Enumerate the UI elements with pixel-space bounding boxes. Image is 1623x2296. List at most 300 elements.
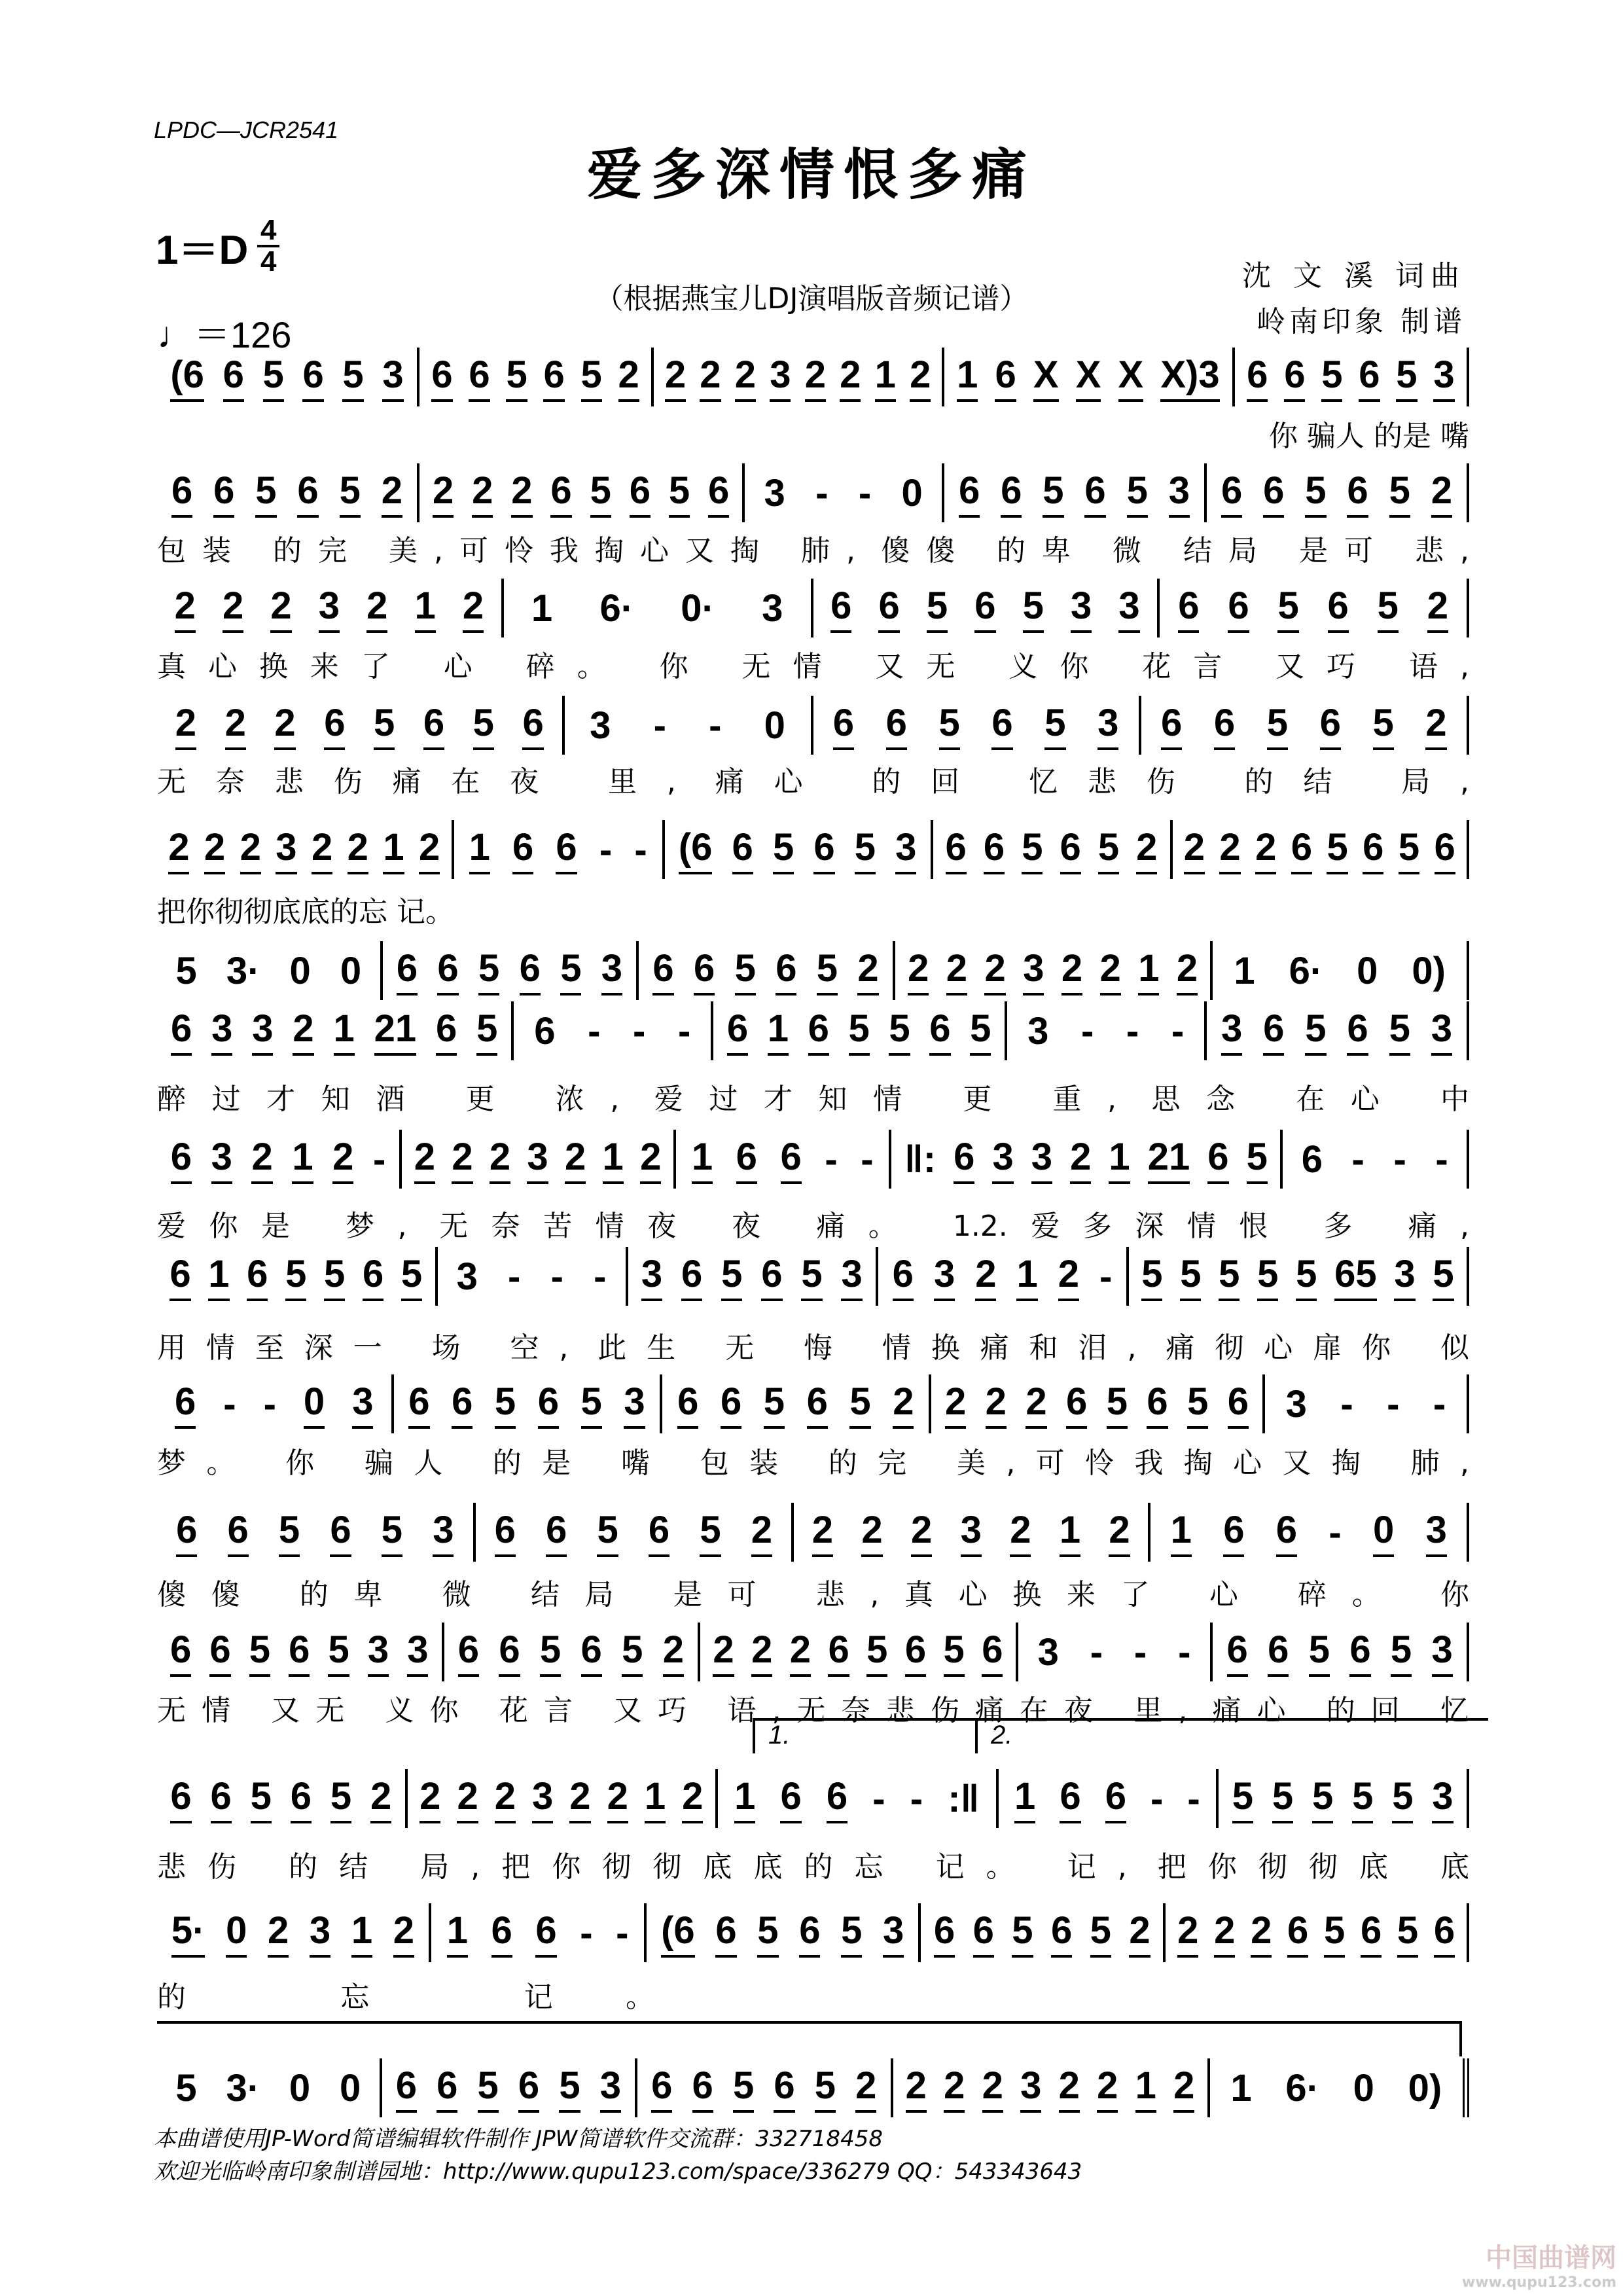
measure	[813, 696, 1141, 755]
note: 2	[663, 1628, 684, 1677]
note: 2	[495, 1774, 516, 1823]
note: 6	[1060, 1774, 1080, 1823]
note: 2	[366, 584, 387, 633]
note: 5	[1272, 1774, 1293, 1823]
staff-system	[157, 696, 1469, 755]
measure	[438, 1247, 628, 1306]
note: 1	[603, 1135, 624, 1184]
note: 6	[946, 825, 967, 874]
note: 6	[808, 1007, 829, 1056]
time-top: 4	[260, 214, 277, 246]
note: 6	[1263, 1007, 1284, 1056]
note: 6	[1223, 1508, 1244, 1557]
measure	[676, 1130, 891, 1189]
note: 2	[1097, 2064, 1118, 2113]
note: -	[508, 1255, 521, 1298]
note: 2	[861, 1508, 882, 1557]
note: 0·	[681, 586, 715, 630]
note: 5	[1433, 1252, 1454, 1301]
note: 6	[535, 1909, 556, 1958]
tempo-marking: ♩＝126	[157, 314, 292, 355]
measure	[1283, 1130, 1469, 1189]
note: 6	[289, 1628, 310, 1677]
note: 5	[560, 946, 581, 996]
measure	[944, 463, 1207, 522]
lyric-line: 梦。 你 骗人 的是 嘴 包装 的完 美,可怜我掏心又掏 肺,	[157, 1446, 1469, 1480]
note: 5	[970, 1007, 991, 1056]
note: 3	[934, 1252, 955, 1301]
note: 0	[1373, 1508, 1394, 1557]
note: 2	[223, 584, 243, 633]
note: 2	[1026, 1380, 1046, 1429]
note: 3	[211, 1135, 232, 1184]
note: 5	[815, 2064, 836, 2113]
note: 6	[649, 1508, 669, 1557]
note: 6	[211, 1774, 232, 1823]
staff-system	[157, 1623, 1469, 1681]
staff-system	[157, 1001, 1469, 1060]
measure	[1173, 820, 1470, 879]
note: -	[1340, 1382, 1353, 1426]
note: 21	[374, 1007, 417, 1056]
measure	[1129, 1247, 1469, 1306]
note: 0	[764, 704, 785, 747]
measure	[794, 1503, 1150, 1562]
note: 6	[715, 1909, 736, 1958]
note: 3	[1431, 1007, 1452, 1056]
note: -	[872, 1777, 885, 1820]
note: 6	[170, 1628, 191, 1677]
note: 6	[1347, 1007, 1368, 1056]
note: -	[709, 704, 722, 747]
note: 6	[727, 1007, 748, 1056]
note: 3	[1432, 1774, 1453, 1823]
note: 6	[469, 353, 490, 402]
note: 2	[293, 1007, 313, 1056]
note: 6	[1328, 584, 1349, 633]
note: 1	[768, 1007, 789, 1056]
measure	[157, 1374, 394, 1433]
note: (6	[679, 825, 713, 874]
note: 3	[1426, 1508, 1447, 1557]
note: 5	[944, 1628, 965, 1677]
measure	[419, 463, 745, 522]
note: 6	[982, 1628, 1003, 1677]
note: 3	[762, 586, 783, 630]
note: 6	[1434, 1909, 1455, 1958]
note: 6	[297, 469, 318, 518]
note: 2	[713, 1628, 734, 1677]
note: 5	[1127, 469, 1148, 518]
note: 5	[939, 701, 960, 750]
note: 6	[431, 353, 452, 402]
note: 6	[995, 353, 1016, 402]
note: X	[1118, 353, 1144, 402]
measure	[157, 579, 504, 637]
note: -	[616, 1911, 629, 1954]
note: 5	[1305, 1007, 1326, 1056]
note: 3	[992, 1135, 1013, 1184]
note: 6	[1276, 1508, 1297, 1557]
note: 5	[1232, 1774, 1253, 1823]
note: 5	[285, 1252, 306, 1301]
note: 6	[175, 1380, 196, 1429]
measure	[893, 2058, 1210, 2117]
note: 6	[452, 1380, 473, 1429]
note: 2	[175, 701, 196, 750]
note: 6	[1084, 469, 1105, 518]
note: 5	[773, 825, 794, 874]
measure	[1141, 696, 1469, 755]
note: 2	[1129, 1909, 1150, 1958]
note: 2	[805, 353, 826, 402]
note: 6	[677, 1380, 698, 1429]
note: 2	[457, 1774, 478, 1823]
note: 6·	[1285, 2066, 1319, 2109]
note: 2	[945, 1380, 966, 1429]
note: 5	[476, 1007, 497, 1056]
note: 6	[1228, 1380, 1249, 1429]
note: 2	[1255, 825, 1276, 874]
note: 2	[1059, 2064, 1080, 2113]
measure	[157, 1769, 408, 1828]
measure	[1018, 1623, 1213, 1681]
note: 5	[1378, 584, 1399, 633]
note: 6	[209, 1628, 230, 1677]
note: 6	[330, 1508, 351, 1557]
note: -	[910, 1777, 923, 1820]
note: 2	[857, 946, 878, 996]
footer-line-1: 本曲谱使用JP-Word简谱编辑软件制作 JPW简谱软件交流群：332718458	[154, 2126, 883, 2152]
watermark-url: www.qupu123.com	[1461, 2274, 1616, 2291]
note: 2	[240, 825, 261, 874]
staff-system	[157, 1130, 1469, 1189]
note: 6	[1228, 584, 1249, 633]
note: 6	[1207, 1135, 1228, 1184]
note: 1	[645, 1774, 666, 1823]
note: 6·	[599, 586, 634, 630]
note: 5	[1392, 1774, 1413, 1823]
note: 2	[1427, 584, 1448, 633]
measure	[895, 941, 1213, 1000]
note: 6	[761, 1252, 782, 1301]
note: 2	[840, 353, 861, 402]
note: 6	[499, 1628, 520, 1677]
note: 2	[1173, 2064, 1194, 2113]
note: -	[1171, 1009, 1185, 1052]
measure	[1207, 463, 1469, 522]
note: 6·	[1289, 949, 1323, 992]
lyric-line: 包装 的完 美,可怜我掏心又掏 肺, 傻傻 的卑 微 结局 是可 悲,	[157, 534, 1469, 567]
note: 5	[1012, 1909, 1033, 1958]
subtitle: （根据燕宝儿DJ演唱版音频记谱）	[594, 282, 1029, 315]
note: 6	[543, 353, 564, 402]
note: 3	[456, 1255, 478, 1298]
note: 6	[423, 701, 444, 750]
note: 2	[274, 701, 295, 750]
measure	[419, 348, 654, 406]
note: 5	[1044, 701, 1065, 750]
note: 2	[490, 1135, 510, 1184]
staff-system	[157, 1503, 1469, 1562]
note: 6	[681, 1252, 702, 1301]
note: 6	[546, 1508, 567, 1557]
note: -	[1329, 1511, 1342, 1554]
note: 5	[1396, 353, 1417, 402]
measure	[454, 820, 665, 879]
watermark-name: 中国曲谱网	[1486, 2243, 1616, 2273]
note: 2	[1177, 946, 1198, 996]
note: 2	[908, 946, 929, 996]
note: 3	[368, 1628, 389, 1677]
note: 5	[249, 1628, 270, 1677]
note: 2	[682, 1774, 703, 1823]
note: 3	[276, 825, 296, 874]
note: 2	[982, 2064, 1003, 2113]
measure	[654, 348, 944, 406]
watermark-logo	[1462, 2237, 1616, 2291]
measure	[444, 1623, 701, 1681]
note: 2	[1214, 1909, 1235, 1958]
note: 3	[1037, 1630, 1059, 1674]
measure	[745, 463, 944, 522]
staff-system	[157, 941, 1469, 1000]
lyric-line: 无奈悲伤痛在夜 里, 痛心 的回 忆悲伤 的结 局,	[157, 765, 1469, 798]
note: ‖:	[904, 1138, 936, 1181]
song-title: 爱多深情恨多痛	[586, 142, 1036, 207]
note: 2	[812, 1508, 833, 1557]
lyric-line: 傻傻 的卑 微 结局 是可 悲,真心换来了 心 碎。 你	[157, 1578, 1469, 1611]
note: 5	[1257, 1252, 1278, 1301]
note: 3	[211, 1007, 232, 1056]
note: -	[550, 1255, 563, 1298]
note: 5	[590, 469, 611, 518]
note: 2	[906, 2064, 927, 2113]
note: 6	[397, 946, 418, 996]
note: 5	[324, 1252, 345, 1301]
note: 6	[534, 1009, 556, 1052]
note: 5	[721, 1252, 742, 1301]
note: 5	[1090, 1909, 1111, 1958]
note: 2	[1109, 1508, 1130, 1557]
note: 6	[363, 1252, 383, 1301]
note: 5·	[171, 1909, 205, 1958]
measure	[891, 1130, 1283, 1189]
key-label: 1＝D	[156, 227, 249, 273]
note: 2	[911, 1508, 932, 1557]
note: 2	[984, 946, 1005, 996]
note: 2	[472, 469, 493, 518]
note: -	[1080, 1009, 1094, 1052]
score-code: LPDC—JCR2541	[154, 117, 339, 143]
note: 5	[279, 1508, 300, 1557]
note: 5	[1267, 701, 1288, 750]
lyric-line: 无情 又无 义你 花言 又巧 语,无奈悲伤痛在夜 里, 痛心 的回 忆	[157, 1694, 1469, 1727]
lyric-line: 的 忘 记。	[157, 1981, 654, 2014]
measure	[157, 1247, 438, 1306]
score-maker-credit: 岭南印象 制谱	[1257, 305, 1466, 338]
note: 3	[1433, 353, 1454, 402]
staff-system	[157, 1374, 1469, 1433]
note: 3	[1118, 584, 1139, 633]
note: 2	[855, 2064, 876, 2113]
lyric-line: 真心换来了 心 碎。 你 无情 又无 义你 花言 又巧 语,	[157, 650, 1469, 683]
note: 6	[929, 1007, 950, 1056]
note: 6	[581, 1628, 602, 1677]
note: 2	[1058, 1252, 1079, 1301]
note: 1	[734, 1774, 755, 1823]
note: 5	[849, 1380, 870, 1429]
note: 3	[252, 1007, 273, 1056]
measure	[1007, 1001, 1207, 1060]
key-signature	[156, 216, 279, 276]
measure	[157, 1001, 514, 1060]
measure	[713, 1001, 1007, 1060]
note: 6	[776, 946, 796, 996]
note: 6	[886, 701, 907, 750]
note: 2	[463, 584, 484, 633]
note: 6	[396, 2064, 417, 2113]
note: 1	[208, 1252, 229, 1301]
note: 6	[905, 1628, 926, 1677]
note: 3	[1221, 1007, 1242, 1056]
note: 5	[374, 701, 395, 750]
time-bottom: 4	[260, 245, 277, 278]
note: 3	[590, 704, 611, 747]
note: (6	[661, 1909, 695, 1958]
note: 5	[1296, 1252, 1317, 1301]
note: 6	[974, 584, 995, 633]
note: 0)	[1408, 2066, 1442, 2109]
note: 5	[1180, 1252, 1201, 1301]
note: 3	[601, 946, 622, 996]
measure	[921, 1903, 1166, 1962]
measure	[382, 2058, 637, 2117]
measure	[157, 2058, 382, 2117]
measure	[1207, 1001, 1469, 1060]
note: 5	[478, 946, 499, 996]
note: -	[1133, 1630, 1147, 1674]
note: 1	[1138, 946, 1159, 996]
note: -	[599, 828, 613, 871]
note: 2	[944, 2064, 965, 2113]
staff-system	[157, 1903, 1469, 1962]
measure	[878, 1247, 1129, 1306]
note: 6	[170, 1774, 191, 1823]
note: 1	[1014, 1774, 1035, 1823]
note: 2	[175, 584, 196, 633]
note: 5	[1321, 353, 1342, 402]
note: 6	[1178, 584, 1199, 633]
measure	[1265, 1374, 1469, 1433]
note: 6	[1221, 469, 1242, 518]
lyric-line: 把你彻彻底底的忘 记。	[157, 895, 454, 929]
note: 6	[833, 701, 854, 750]
measure	[1160, 579, 1469, 637]
lyric-line: 悲伤 的结 局,把你彻彻底底的忘 记。 记, 把你彻彻底 底	[157, 1850, 1469, 1884]
note: 1	[1234, 949, 1255, 992]
note: 3	[961, 1508, 982, 1557]
measure	[157, 1130, 402, 1189]
note: 6	[1320, 701, 1341, 750]
measure	[157, 696, 565, 755]
note: 5	[1219, 1252, 1240, 1301]
note: 3	[895, 825, 916, 874]
note: 3	[641, 1252, 662, 1301]
note: 5	[1141, 1252, 1162, 1301]
note: 6	[694, 946, 715, 996]
note: 6	[556, 825, 577, 874]
note: -	[263, 1382, 276, 1426]
note: 5	[817, 946, 838, 996]
note: 6	[518, 2064, 539, 2113]
note: 5	[735, 946, 756, 996]
measure	[394, 1374, 663, 1433]
note: 6	[1435, 825, 1455, 874]
note: 3·	[226, 2066, 260, 2109]
note: 6	[651, 2064, 672, 2113]
measure	[999, 1769, 1219, 1828]
note: 5	[866, 1628, 887, 1677]
note: 6	[1347, 469, 1368, 518]
note: 5	[1277, 584, 1298, 633]
note: -	[1187, 1777, 1200, 1820]
note: -	[594, 1255, 607, 1298]
note: 2	[393, 1909, 414, 1958]
note: -	[861, 1138, 874, 1181]
note: 1	[957, 353, 978, 402]
note: 2	[665, 353, 686, 402]
staff-system	[157, 820, 1469, 879]
note: 5	[251, 1774, 272, 1823]
note: 5	[1043, 469, 1063, 518]
note: 3	[310, 1909, 330, 1958]
note: -	[634, 828, 647, 871]
lyric-line: 醉过才知酒 更 浓, 爱过才知情 更 重, 思念 在心 中	[157, 1083, 1469, 1116]
lyrics-music-credit: 沈 文 溪 词曲	[1242, 259, 1466, 293]
staff-system	[157, 463, 1469, 522]
note: 2	[1425, 701, 1446, 750]
note: 5	[263, 353, 284, 402]
note: 6	[827, 1774, 847, 1823]
note: 5	[1107, 1380, 1128, 1429]
note: -	[580, 1911, 593, 1954]
note: 3	[382, 353, 403, 402]
note: 6	[692, 2064, 713, 2113]
note: 6	[1349, 1628, 1370, 1677]
note: 5	[1397, 1909, 1418, 1958]
note: -	[373, 1138, 386, 1181]
note: 3	[1023, 946, 1044, 996]
note: 6	[1001, 469, 1022, 518]
note: 6	[1161, 701, 1182, 750]
note: 2	[251, 1135, 272, 1184]
note: 1	[1171, 1508, 1192, 1557]
note: 2	[268, 1909, 289, 1958]
note: 0	[340, 949, 362, 992]
note: 6	[408, 1380, 429, 1429]
note: 1	[334, 1007, 355, 1056]
measure	[402, 1130, 676, 1189]
note: 6	[169, 1252, 190, 1301]
note: 6	[228, 1508, 249, 1557]
note: 5	[801, 1252, 822, 1301]
note: 5	[1399, 825, 1419, 874]
note: 1	[292, 1135, 313, 1184]
note: X	[1033, 353, 1059, 402]
note: 6	[520, 946, 541, 996]
note: 6	[1284, 353, 1305, 402]
